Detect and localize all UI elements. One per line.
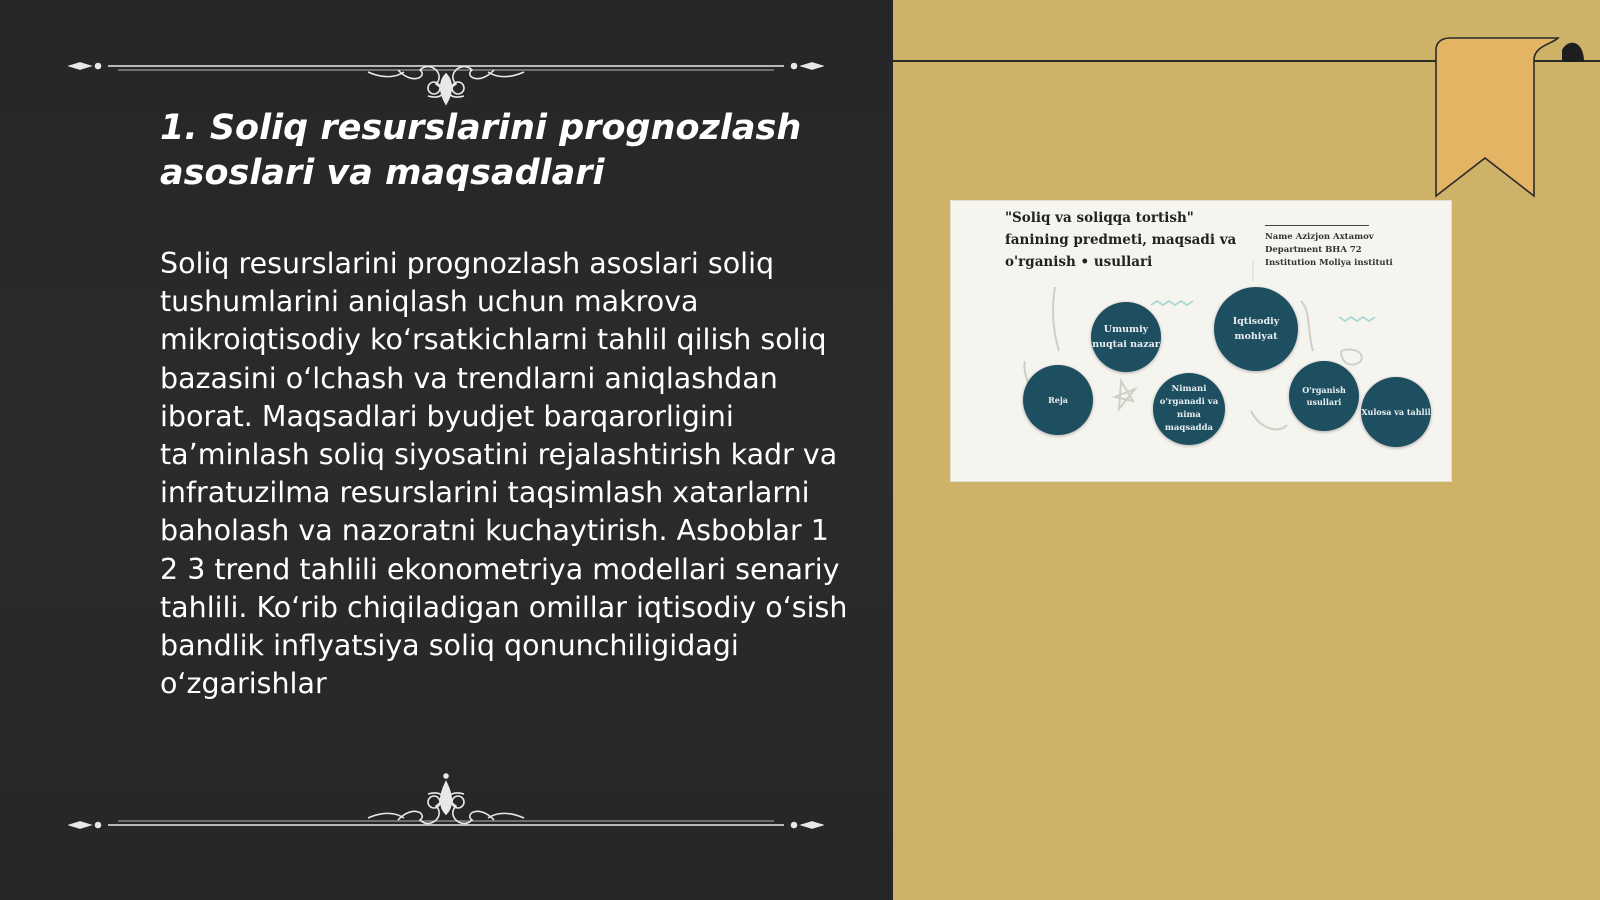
topic-circle-plan: Reja (1023, 365, 1093, 435)
thumbnail-info-department: Department BHA 72 (1265, 245, 1362, 255)
slide-title: 1. Soliq resurslarini prognozlash asoslari va maqsadlari (160, 108, 802, 193)
thumbnail-info (1265, 231, 1445, 270)
thumbnail-info-institution: Institution Moliya instituti (1265, 258, 1393, 268)
topic-circle-overview: Umumiy nuqtai nazar (1091, 302, 1161, 372)
topic-circle-study-methods: O'rganish usullari (1289, 361, 1359, 431)
thumbnail-info-divider (1265, 225, 1369, 226)
topic-circle-study-purpose: Nimani o'rganadi va nima maqsadda (1153, 373, 1225, 445)
bookmark-ribbon-icon (1434, 36, 1584, 198)
topic-circle-economic-essence: Iqtisodiy mohiyat (1214, 287, 1298, 371)
thumbnail-title: "Soliq va soliqqa tortish" fanining predmeti, maqsadi va o'rganish • usullari (1005, 210, 1237, 270)
top-ornament-divider-icon (68, 46, 824, 106)
bottom-ornament-divider-icon (68, 770, 824, 830)
topic-circle-conclusion: Xulosa va tahlil (1361, 377, 1431, 447)
slide-body-text: Soliq resurslarini prognozlash asoslari soliq tushumlarini aniqlash uchun makrova mikroiqtisodiy koʻrsatkichlarni tahlil qilish soliq bazasini oʻlchash va trendlarni aniqlashdan iborat. Maqsadlari byudjet barqarorligini taʼminlash soliq siyosatini rejalashtirish kadr va infratuzilma resurslarini taqsimlash xatarlarni baholash va nazoratni kuchaytirish. Asboblar 1 2 3 trend tahlili ekonometriya modellari senariy tahlili. Koʻrib chiqiladigan omillar iqtisodiy oʻsish bandlik inflyatsiya soliq qonunchiligidagi oʻzgarishlar (160, 247, 848, 701)
thumbnail-info-name: Name Azizjon Axtamov (1265, 232, 1374, 242)
presentation-thumbnail (950, 200, 1452, 482)
